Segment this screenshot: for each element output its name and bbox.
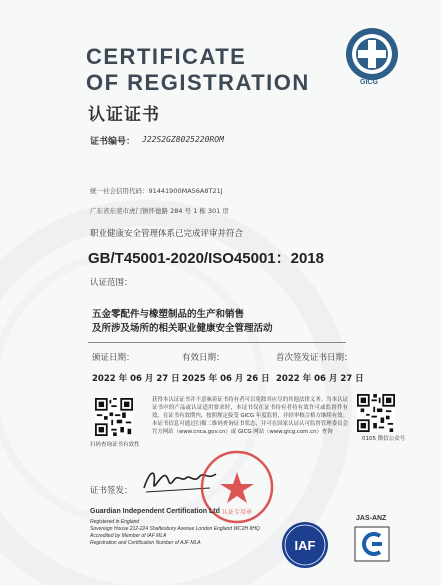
qr-right-caption: 0105 微信公众号 bbox=[362, 436, 406, 442]
credit-code: 统一社会信用代码：91441900MA56A8T21J bbox=[90, 187, 223, 195]
gicg-logo-icon bbox=[344, 26, 400, 82]
issue-date-value: 2022 年 06 月 27 日 bbox=[92, 374, 180, 384]
jas-anz-logo-icon bbox=[354, 526, 390, 562]
footer-line-3: Accredited by Member of IAF MLA bbox=[90, 533, 167, 539]
cert-number-label: 证书编号： bbox=[90, 137, 136, 147]
footer-line-4: Registration and Certification Number of AJF MLA bbox=[90, 540, 201, 546]
title-line-1: CERTIFICATE bbox=[86, 44, 247, 69]
address: 广东省东莞市虎门镇怀德路 284 号 1 栋 301 房 bbox=[90, 207, 229, 215]
svg-text:认证专用章: 认证专用章 bbox=[221, 509, 253, 516]
valid-date-value: 2025 年 06 月 26 日 bbox=[182, 374, 270, 384]
compliance-statement: 职业健康安全管理体系已完成评审并符合 bbox=[90, 229, 244, 239]
footer-line-2: Sovereign House 212-224 Shaftesbury Avenue London England WC2H 8HQ bbox=[90, 526, 260, 532]
signature-label: 证书签发： bbox=[90, 486, 133, 496]
qr-left-caption: 扫码查询证书有效性 bbox=[90, 442, 140, 448]
company-name: Guardian Independent Certification Ltd bbox=[90, 508, 220, 515]
title-chinese: 认证证书 bbox=[88, 105, 160, 125]
valid-date-label: 有效日期： bbox=[182, 353, 225, 363]
wechat-qr-code[interactable] bbox=[357, 394, 395, 432]
scope-line-2: 及所涉及场所的相关职业健康安全管理活动 bbox=[92, 323, 273, 334]
divider bbox=[88, 342, 346, 343]
first-issue-date-label: 首次签发证书日期： bbox=[276, 353, 353, 363]
footer-line-1: Registered in England bbox=[90, 519, 140, 525]
notice-paragraph: 获得本认证证书并不意味着证书持有者可以免除其应尽的其他法律义务。当本认证证书中的产品或认证适用要求时，本证书仅在证书持有者持有效许可或监督件有效。在证书有效期内，按照规定接受 GICG 年度监督，并经审核合格方继续有效。本证书信息可通过扫描二维码查询证书状态，并可在国家认证认可监督管理委员会官方网站（www.cnca.gov.cn）或 GICG 网站（www.gicg.com.cn）查询 bbox=[152, 397, 348, 436]
logo-text: GICG bbox=[360, 79, 378, 86]
cert-number-value: J22S2GZ8025220ROM bbox=[142, 135, 224, 144]
scope-label: 认证范围： bbox=[90, 278, 133, 288]
iaf-logo-text: IAF bbox=[294, 538, 316, 553]
jas-anz-label: JAS-ANZ bbox=[356, 515, 387, 522]
verification-qr-code[interactable] bbox=[95, 398, 133, 436]
first-issue-date-value: 2022 年 06 月 27 日 bbox=[276, 374, 364, 384]
standard-code: GB/T45001-2020/ISO45001：2018 bbox=[88, 250, 324, 267]
issue-date-label: 颁证日期： bbox=[92, 353, 135, 363]
iaf-logo-icon bbox=[280, 520, 330, 570]
title-line-2: OF REGISTRATION bbox=[86, 70, 310, 95]
scope-line-1: 五金零配件与橡塑制品的生产和销售 bbox=[92, 309, 245, 320]
